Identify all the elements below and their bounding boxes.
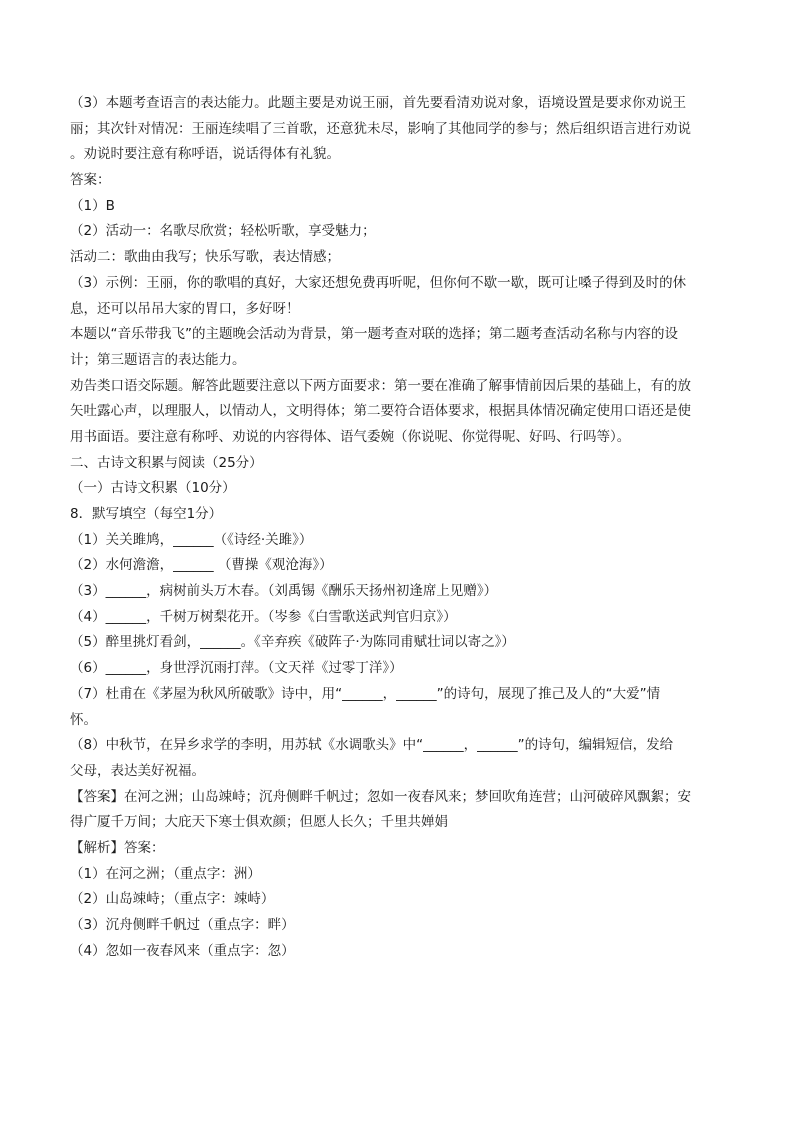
q3-explanation-line-1: （3）本题考查语言的表达能力。此题主要是劝说王丽，首先要看清劝说对象，语境设置是要求你劝说王 [70, 95, 687, 111]
analysis-2: （2）山岛竦峙；（重点字：竦峙） [70, 891, 275, 908]
answer-2-activity-1: （2）活动一：名歌尽欣赏；轻松听歌，享受魅力； [70, 223, 376, 240]
analysis-heading: 【解析】答案： [70, 839, 165, 856]
answer-3-line-1: （3）示例：王丽，你的歌唱的真好，大家还想免费再听呢，但你何不歇一歇，既可让嗓子得到及时的休 [70, 274, 687, 291]
answer-2-activity-2: 活动二：歌曲由我写；快乐写歌，表达情感； [70, 249, 340, 266]
answer-3-line-2: 息，还可以吊吊大家的胃口，多好呀！ [70, 300, 300, 317]
answer-key-line-2: 得广厦千万间；大庇天下寒士俱欢颜；但愿人长久；千里共婵娟 [70, 814, 448, 831]
advice-line-1: 劝告类口语交际题。解答此题要注意以下两方面要求：第一要在准确了解事情前因后果的基础上，有的放 [70, 377, 691, 394]
fill-blank-7-line-2: 怀。 [70, 711, 97, 728]
fill-blank-6: （6）______，身世浮沉雨打萍。（文天祥《过零丁洋》） [70, 660, 403, 677]
analysis-1: （1）在河之洲；（重点字：洲） [70, 865, 261, 882]
summary-line-1: 本题以“音乐带我飞”的主题晚会活动为背景，第一题考查对联的选择；第二题考查活动名称与内容的设 [70, 326, 678, 343]
analysis-4: （4）忽如一夜春风来（重点字：忽） [70, 942, 295, 959]
section-heading: 二、古诗文积累与阅读（25分） [70, 454, 263, 471]
fill-blank-7-line-1: （7）杜甫在《茅屋为秋风所破歌》诗中，用“______，______”的诗句，展现了推己及人的“大爱”情 [70, 685, 661, 702]
q3-explanation-line-2: 丽；其次针对情况：王丽连续唱了三首歌，还意犹未尽，影响了其他同学的参与；然后组织语言进行劝说 [70, 120, 691, 137]
fill-blank-4: （4）______，千树万树梨花开。（岑参《白雪歌送武判官归京》） [70, 608, 457, 625]
answer-heading: 答案： [70, 172, 111, 189]
fill-blank-8-line-2: 父母，表达美好祝福。 [70, 762, 205, 779]
fill-blank-8-line-1: （8）中秋节，在异乡求学的李明，用苏轼《水调歌头》中“______，______”的诗句，编辑短信，发给 [70, 737, 674, 754]
answer-key-line-1: 【答案】在河之洲；山岛竦峙；沉舟侧畔千帆过；忽如一夜春风来；梦回吹角连营；山河破碎风飘絮；安 [70, 788, 691, 805]
summary-line-2: 计；第三题语言的表达能力。 [70, 351, 246, 368]
question-8-heading: 8．默写填空（每空1分） [70, 506, 223, 522]
answer-1: （1）B [70, 197, 115, 214]
fill-blank-3: （3）______，病树前头万木春。（刘禹锡《酬乐天扬州初逢席上见赠》） [70, 583, 498, 600]
fill-blank-2: （2）水何澹澹，______ （曹操《观沧海》） [70, 557, 333, 574]
analysis-3: （3）沉舟侧畔千帆过（重点字：畔） [70, 917, 295, 933]
q3-explanation-line-3: 。劝说时要注意有称呼语，说话得体有礼貌。 [70, 146, 340, 163]
subsection-heading: （一）古诗文积累（10分） [70, 480, 236, 497]
advice-line-2: 矢吐露心声，以理服人，以情动人，文明得体；第二要符合语体要求，根据具体情况确定使用口语还是使 [70, 403, 691, 420]
fill-blank-5: （5）醉里挑灯看剑，______。《辛弃疾《破阵子·为陈同甫赋壮词以寄之》） [70, 634, 515, 651]
advice-line-3: 用书面语。要注意有称呼、劝说的内容得体、语气委婉（你说呢、你觉得呢、好吗、行吗等）。 [70, 428, 631, 445]
fill-blank-1: （1）关关雎鸠，______（《诗经·关雎》） [70, 531, 313, 548]
document-body [70, 91, 730, 964]
